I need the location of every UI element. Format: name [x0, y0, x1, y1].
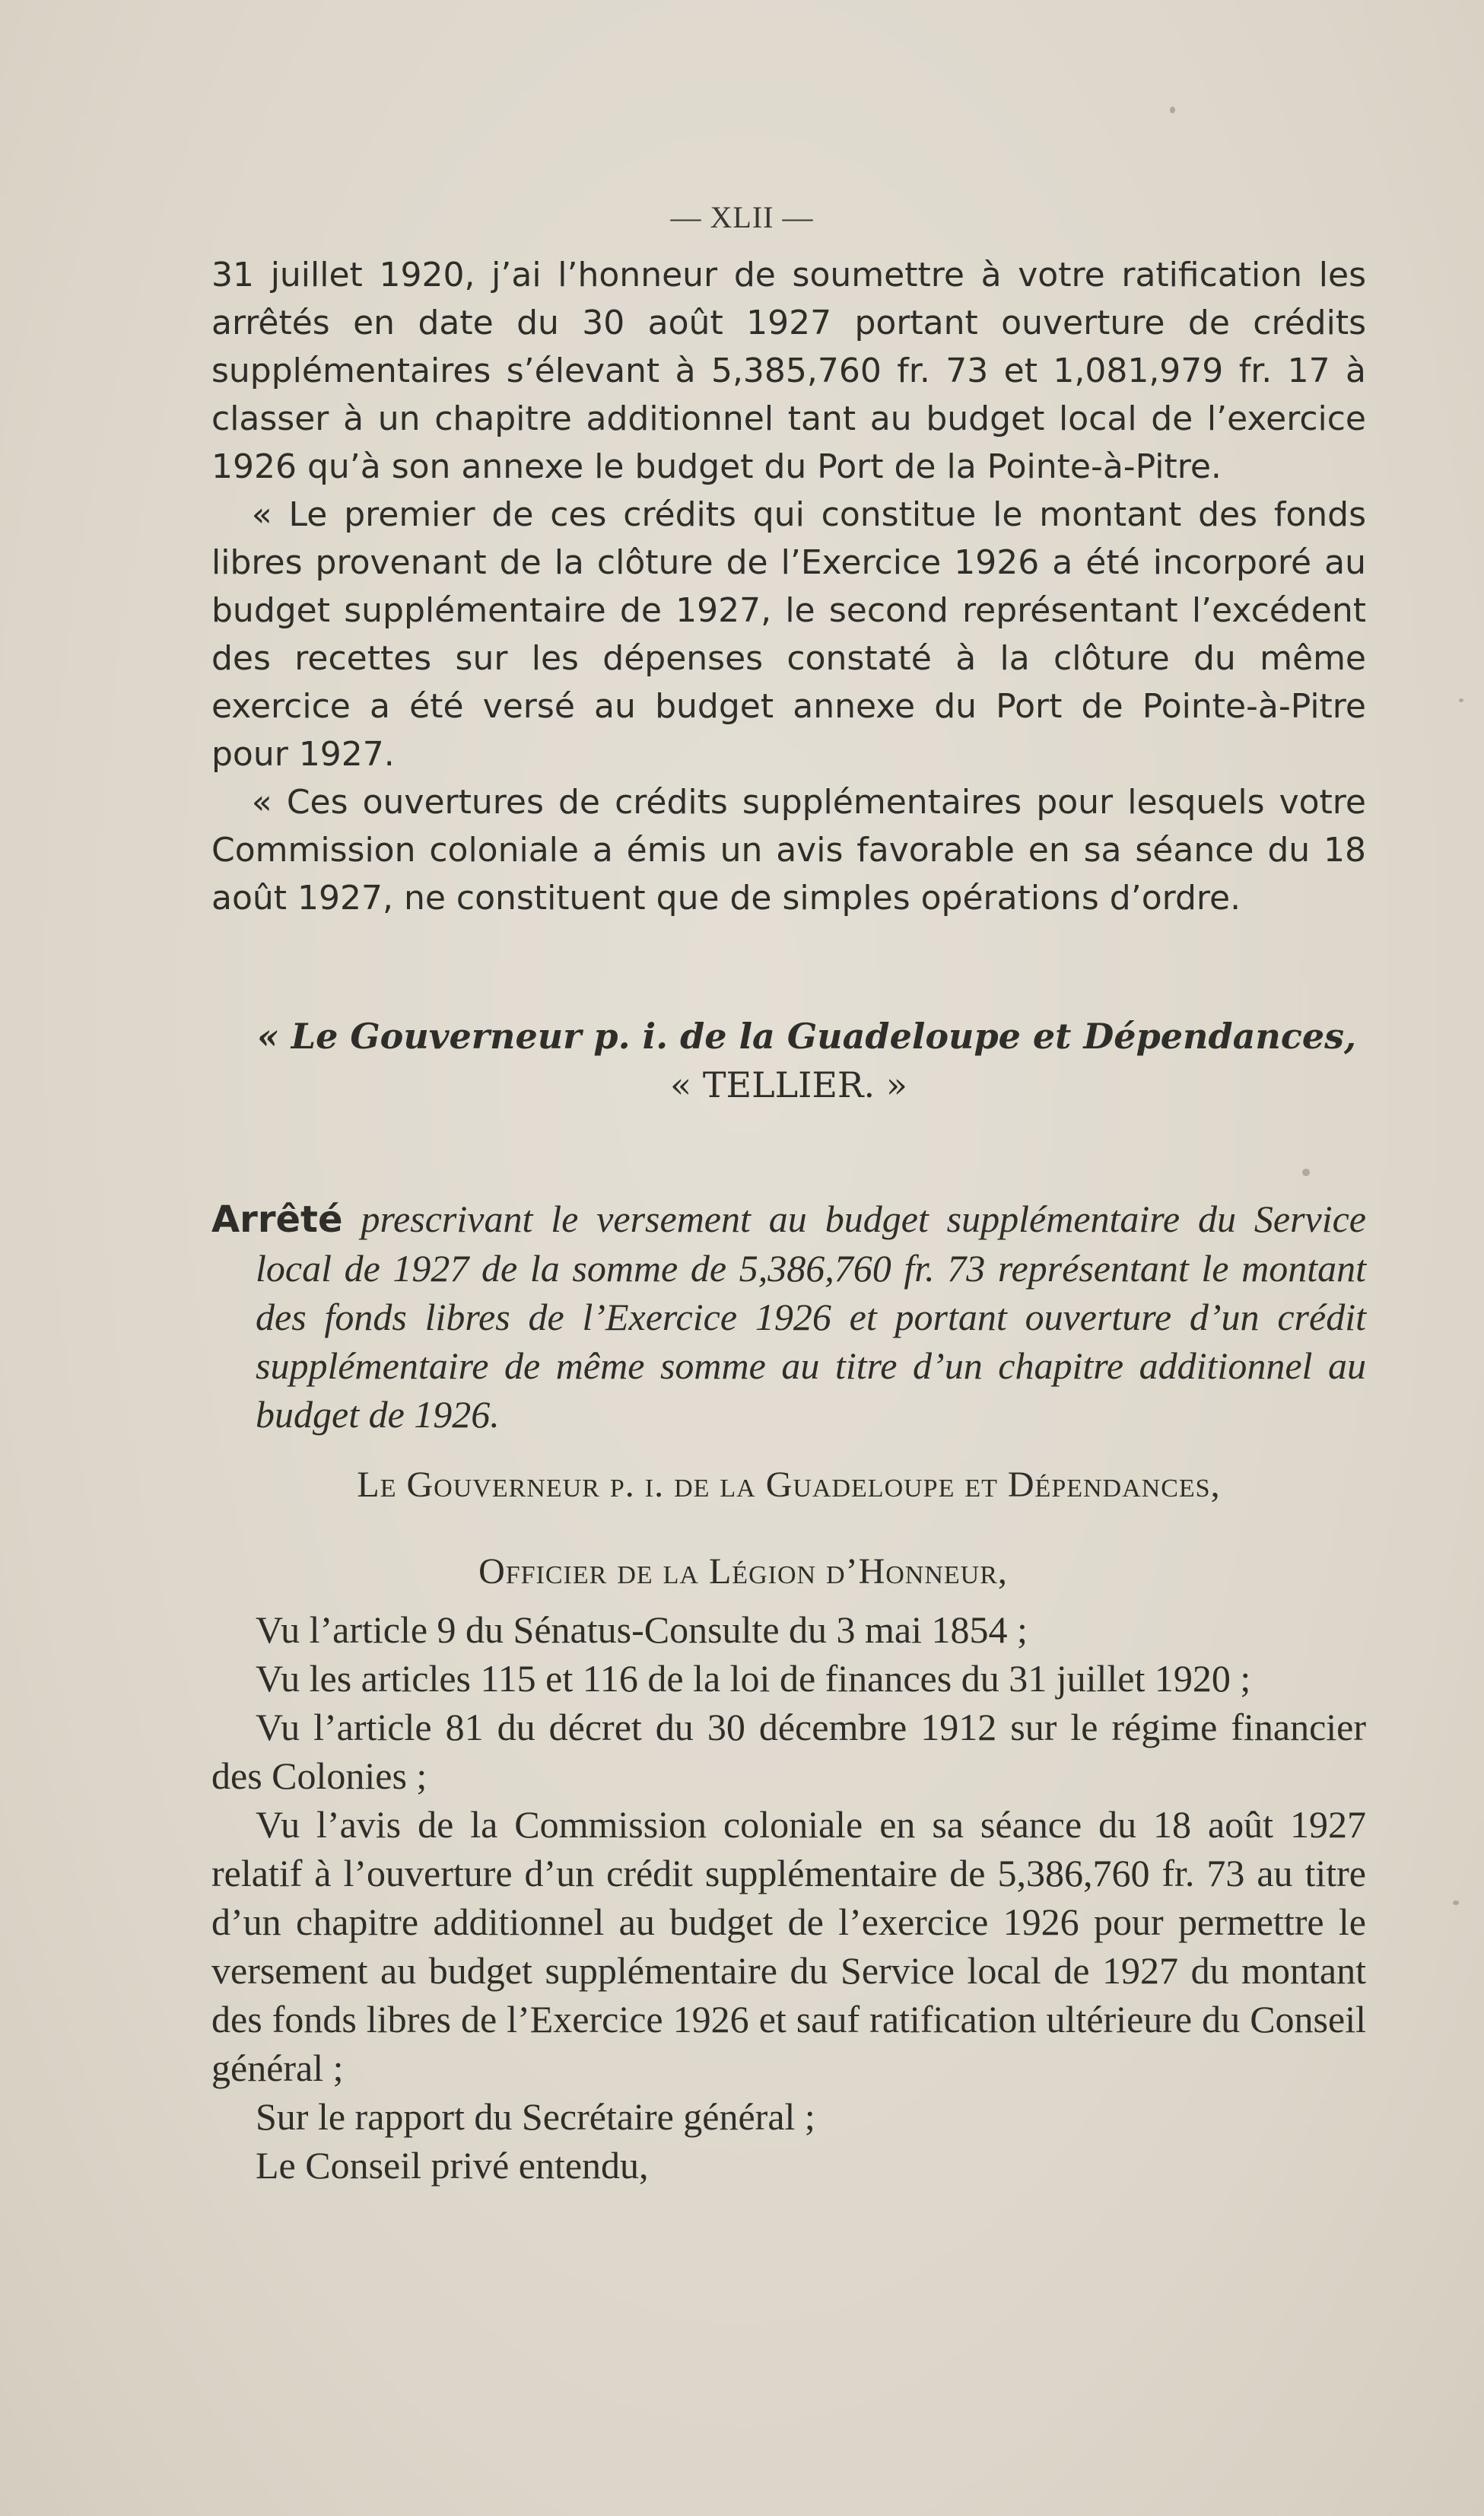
page-folio: — XLII —	[670, 200, 814, 234]
arrete-text: prescrivant le versement au budget supplémentaire du Service local de 1927 de la somme de 5,386,760 fr. 73 représentant le montant des fonds libres de l’Exercice 1926 et portant ouverture d’un crédit supplémentaire de même somme au titre d’un chapitre additionnel au budget de 1926.	[256, 1198, 1367, 1436]
paper-speck	[1302, 1169, 1310, 1176]
vu-article-81: Vu l’article 81 du décret du 30 décembre 1912 sur le régime financier des Colonies ;	[211, 1706, 1366, 1797]
decree-body	[211, 1605, 1366, 2190]
letter-paragraph-3: « Ces ouvertures de crédits supplémentaires pour lesquels votre Commission coloniale a émis un avis favorable en sa séance du 18 août 1927, ne constituent que de simples opérations d’ordre.	[211, 783, 1366, 918]
paper-speck	[1459, 698, 1463, 702]
heading-gouverneur: Le Gouverneur p. i. de la Guadeloupe et Dépendances,	[357, 1465, 1221, 1505]
signature-name: « TELLIER. »	[670, 1064, 907, 1105]
letter-paragraph-2: « Le premier de ces crédits qui constitue le montant des fonds libres provenant de la clôture de l’Exercice 1926 a été incorporé au budget supplémentaire de 1927, le second représentant l’excédent des recettes sur les dépenses constaté à la clôture du même exercice a été versé au budget annexe du Port de Pointe-à-Pitre pour 1927.	[211, 495, 1366, 774]
decree-heading	[211, 1461, 1366, 1596]
arrete-title	[211, 1194, 1366, 1439]
signature-block	[211, 1012, 1366, 1109]
vu-avis-commission: Vu l’avis de la Commission coloniale en sa séance du 18 août 1927 relatif à l’ouverture d’un crédit supplémentaire de 5,386,760 fr. 73 au titre d’un chapitre additionnel au budget de l’exercice 1926 pour permettre le versement au budget supplémentaire du Service local de 1927 du montant des fonds libres de l’Exercice 1926 et sauf ratification ultérieure du Conseil général ;	[211, 1803, 1366, 2089]
heading-officier: Officier de la Légion d’Honneur,	[478, 1551, 1008, 1592]
vu-articles-115-116: Vu les articles 115 et 116 de la loi de finances du 31 juillet 1920 ;	[256, 1657, 1251, 1700]
arrete-lead: Arrêté	[211, 1198, 343, 1241]
conseil-prive: Le Conseil privé entendu,	[256, 2144, 649, 2187]
vu-article-9: Vu l’article 9 du Sénatus-Consulte du 3 mai 1854 ;	[256, 1608, 1028, 1651]
signature-title: « Le Gouverneur p. i. de la Guadeloupe et Dépendances,	[257, 1016, 1357, 1057]
letter-section	[211, 251, 1366, 922]
paper-speck	[1170, 107, 1175, 113]
paper-speck	[1453, 1901, 1459, 1905]
letter-paragraph-1: 31 juillet 1920, j’ai l’honneur de soumettre à votre ratification les arrêtés en date du 30 août 1927 portant ouverture de crédits supplémentaires s’élevant à 5,385,760 fr. 73 et 1,081,979 fr. 17 à classer à un chapitre additionnel tant au budget local de l’exercice 1926 qu’à son annexe le budget du Port de la Pointe-à-Pitre.	[211, 256, 1366, 486]
sur-le-rapport: Sur le rapport du Secrétaire général ;	[256, 2095, 815, 2138]
